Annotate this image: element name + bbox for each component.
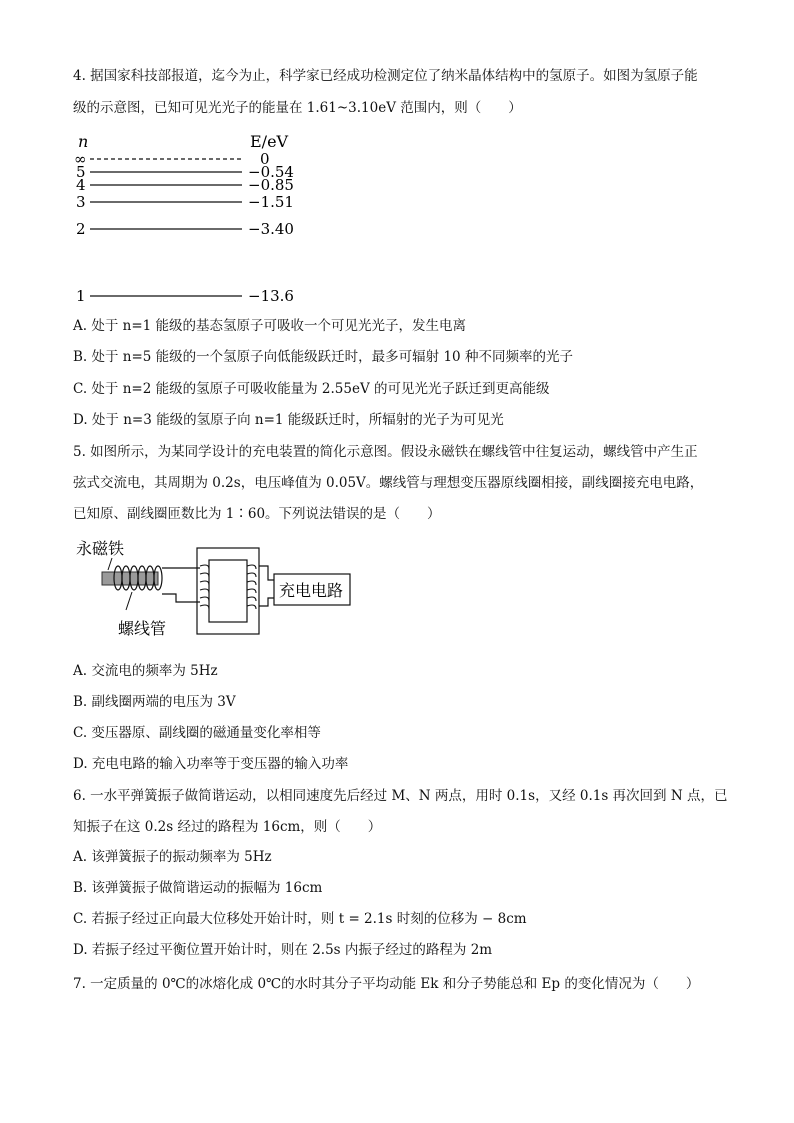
level-n-3: 3 [76,193,86,211]
q6-stem-line1: 6. 一水平弹簧振子做简谐运动，以相同速度先后经过 M、N 两点，用时 0.1s，又经 0.1s 再次回到 N 点，已 [73,788,728,804]
q6-option-d: D. 若振子经过平衡位置开始计时，则在 2.5s 内振子经过的路程为 2m [73,942,493,958]
level-e-5: −0.54 [248,163,294,181]
n-axis-label: n [78,132,89,151]
level-e-4: −0.85 [248,176,294,194]
q5-stem-line3: 已知原、副线圈匝数比为 1∶60。下列说法错误的是（ ） [73,506,441,522]
level-e-3: −1.51 [248,193,294,211]
level-e-2: −3.40 [248,220,294,238]
q5-stem-line1: 5. 如图所示，为某同学设计的充电装置的简化示意图。假设永磁铁在螺线管中往复运动，螺线管中产生正 [73,444,698,460]
q4-option-d: D. 处于 n=3 能级的氢原子向 n=1 能级跃迁时，所辐射的光子为可见光 [73,412,504,428]
magnet-label: 永磁铁 [76,539,125,558]
level-n-infinity: ∞ [74,150,87,168]
q6-option-b: B. 该弹簧振子做简谐运动的振幅为 16cm [73,880,323,896]
level-e-1: −13.6 [248,287,294,305]
charging-circuit-label: 充电电路 [279,581,344,600]
level-n-1: 1 [76,287,86,305]
level-n-4: 4 [76,176,86,194]
transformer-core [197,548,259,634]
solenoid-label: 螺线管 [118,619,167,638]
level-n-2: 2 [76,220,86,238]
energy-axis-label: E/eV [250,132,289,151]
q5-option-c: C. 变压器原、副线圈的磁通量变化率相等 [73,725,321,741]
q5-stem-line2: 弦式交流电，其周期为 0.2s，电压峰值为 0.05V。螺线管与理想变压器原线圈相接，副线圈接充电电路， [73,475,704,491]
q4-stem-line2: 级的示意图，已知可见光光子的能量在 1.61~3.10eV 范围内，则（ ） [73,100,522,116]
q6-stem-line2: 知振子在这 0.2s 经过的路程为 16cm，则（ ） [73,819,382,835]
q5-option-d: D. 充电电路的输入功率等于变压器的输入功率 [73,756,349,772]
q6-option-a: A. 该弹簧振子的振动频率为 5Hz [73,849,272,865]
energy-level-diagram [70,130,320,305]
primary-coil [200,565,209,609]
q7-stem-line1: 7. 一定质量的 0℃的冰熔化成 0℃的水时其分子平均动能 Ek 和分子势能总和 Ep 的变化情况为（ ） [73,976,700,992]
q5-option-b: B. 副线圈两端的电压为 3V [73,694,236,710]
q5-option-a: A. 交流电的频率为 5Hz [73,663,218,679]
q6-option-c: C. 若振子经过正向最大位移处开始计时，则 t = 2.1s 时刻的位移为 − 8cm [73,911,527,927]
secondary-coil [247,565,256,609]
level-e-infinity: 0 [260,150,270,168]
q4-stem-line1: 4. 据国家科技部报道，迄今为止，科学家已经成功检测定位了纳米晶体结构中的氢原子。如图为氢原子能 [73,68,698,84]
level-n-5: 5 [76,163,86,181]
q4-option-b: B. 处于 n=5 能级的一个氢原子向低能级跃迁时，最多可辐射 10 种不同频率的光子 [73,349,573,365]
charging-device-diagram [72,536,372,648]
q4-option-c: C. 处于 n=2 能级的氢原子可吸收能量为 2.55eV 的可见光光子跃迁到更高能级 [73,381,550,397]
q4-option-a: A. 处于 n=1 能级的基态氢原子可吸收一个可见光光子，发生电离 [73,318,467,334]
